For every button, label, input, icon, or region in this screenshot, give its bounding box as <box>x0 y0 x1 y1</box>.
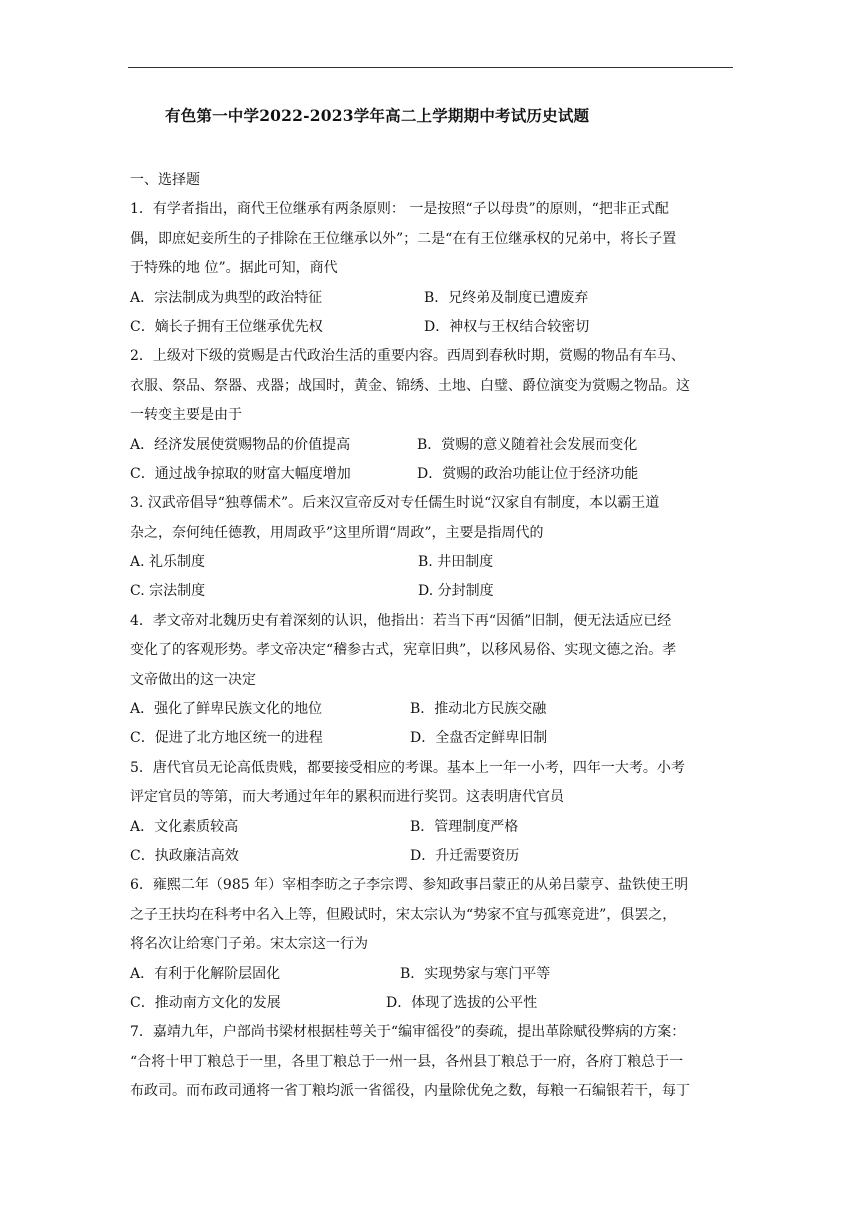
question-text-line: 4．孝文帝对北魏历史有着深刻的认识，他指出：若当下再“因循”旧制，便无法适应已经 <box>130 612 672 629</box>
option-c: C．通过战争掠取的财富大幅度增加 <box>130 465 351 482</box>
option-row <box>130 842 734 871</box>
question-text-line: 于特殊的地 位”。据此可知，商代 <box>130 260 338 277</box>
question-text-line: 5．唐代官员无论高低贵贱，都要接受相应的考课。基本上一年一小考，四年一大考。小考 <box>130 759 685 776</box>
option-c: C．嫡长子拥有王位继承优先权 <box>130 318 323 335</box>
question-text-line: 一转变主要是由于 <box>130 407 242 424</box>
option-b: B．兄终弟及制度已遭废弃 <box>424 289 589 306</box>
question-text-line: 1．有学者指出，商代王位继承有两条原则： 一是按照“子以母贵”的原则，“把非正式配 <box>130 201 669 218</box>
question-text-line: 文帝做出的这一决定 <box>130 671 256 688</box>
option-b: B．实现势家与寒门平等 <box>400 965 551 982</box>
option-a: A．经济发展使赏赐物品的价值提高 <box>130 436 351 453</box>
question-text-line: 之子王扶均在科考中名入上等，但殿试时，宋太宗认为“势家不宜与孤寒竞进”，俱罢之， <box>130 906 677 923</box>
option-d: D．全盘否定鲜卑旧制 <box>410 730 548 747</box>
question-text-line: 2．上级对下级的赏赐是古代政治生活的重要内容。西周到春秋时期，赏赐的物品有车马、 <box>130 348 685 365</box>
option-a: A. 礼乐制度 <box>130 554 206 571</box>
option-row <box>130 813 734 842</box>
section-heading: 一、选择题 <box>130 172 200 188</box>
question-4 <box>130 607 734 754</box>
question-text-line: 偶，即庶妃妾所生的子排除在王位继承以外”；二是“在有王位继承权的兄弟中，将长子置 <box>130 230 677 247</box>
option-row <box>130 460 734 489</box>
option-row <box>130 548 734 577</box>
question-text-line: 评定官员的等第，而大考通过年年的累积而进行奖罚。这表明唐代官员 <box>130 789 564 806</box>
question-text-line: 6．雍熙二年（985 年）宰相李昉之子李宗谔、参知政事吕蒙正的从弟吕蒙亨、盐铁使王明 <box>130 877 689 894</box>
option-row <box>130 431 734 460</box>
exam-content <box>130 166 734 1107</box>
top-rule <box>128 67 733 68</box>
option-row <box>130 724 734 753</box>
question-text-line: 3. 汉武帝倡导“独尊儒术”。后来汉宣帝反对专任儒生时说“汉家自有制度，本以霸王道 <box>130 495 660 512</box>
option-d: D．神权与王权结合较密切 <box>424 318 590 335</box>
question-text-line: 将名次让给寒门子弟。宋太宗这一行为 <box>130 936 368 953</box>
option-a: A．有利于化解阶层固化 <box>130 965 281 982</box>
option-a: A．宗法制成为典型的政治特征 <box>130 289 323 306</box>
option-b: B. 井田制度 <box>418 554 494 571</box>
option-row <box>130 284 734 313</box>
option-c: C．推动南方文化的发展 <box>130 994 281 1011</box>
option-row <box>130 313 734 342</box>
option-b: B．赏赐的意义随着社会发展而变化 <box>417 436 638 453</box>
question-text-line: “合将十甲丁粮总于一里，各里丁粮总于一州一县，各州县丁粮总于一府，各府丁粮总于一 <box>130 1053 684 1070</box>
option-row <box>130 989 734 1018</box>
option-row <box>130 577 734 606</box>
option-b: B．推动北方民族交融 <box>410 701 547 718</box>
exam-title: 有色第一中学2022-2023学年高二上学期期中考试历史试题 <box>165 106 590 125</box>
question-2 <box>130 342 734 489</box>
option-d: D．赏赐的政治功能让位于经济功能 <box>417 465 639 482</box>
question-1 <box>130 195 734 342</box>
question-3 <box>130 489 734 607</box>
option-a: A．文化素质较高 <box>130 818 239 835</box>
option-a: A．强化了鲜卑民族文化的地位 <box>130 701 323 718</box>
option-c: C．执政廉洁高效 <box>130 847 239 864</box>
option-row <box>130 960 734 989</box>
question-7 <box>130 1018 734 1106</box>
question-text-line: 布政司。而布政司通将一省丁粮均派一省徭役，内量除优免之数，每粮一石编银若干，每丁 <box>130 1083 690 1100</box>
option-d: D. 分封制度 <box>418 583 494 600</box>
option-d: D．升迁需要资历 <box>410 847 520 864</box>
option-d: D．体现了选拔的公平性 <box>386 994 538 1011</box>
question-text-line: 衣服、祭品、祭器、戎器；战国时，黄金、锦绣、土地、白璧、爵位演变为赏赐之物品。这 <box>130 377 690 394</box>
question-5 <box>130 754 734 872</box>
option-b: B．管理制度严格 <box>410 818 519 835</box>
option-row <box>130 695 734 724</box>
option-c: C．促进了北方地区统一的进程 <box>130 730 323 747</box>
question-6 <box>130 871 734 1018</box>
question-text-line: 变化了的客观形势。孝文帝决定“稽参古式，宪章旧典”，以移风易俗、实现文德之治。孝 <box>130 642 677 659</box>
question-text-line: 7．嘉靖九年，户部尚书梁材根据桂萼关于“编审徭役”的奏疏，提出革除赋役弊病的方案： <box>130 1024 686 1041</box>
option-c: C. 宗法制度 <box>130 583 206 600</box>
question-text-line: 杂之，奈何纯任德教，用周政乎”这里所谓“周政”，主要是指周代的 <box>130 524 544 541</box>
